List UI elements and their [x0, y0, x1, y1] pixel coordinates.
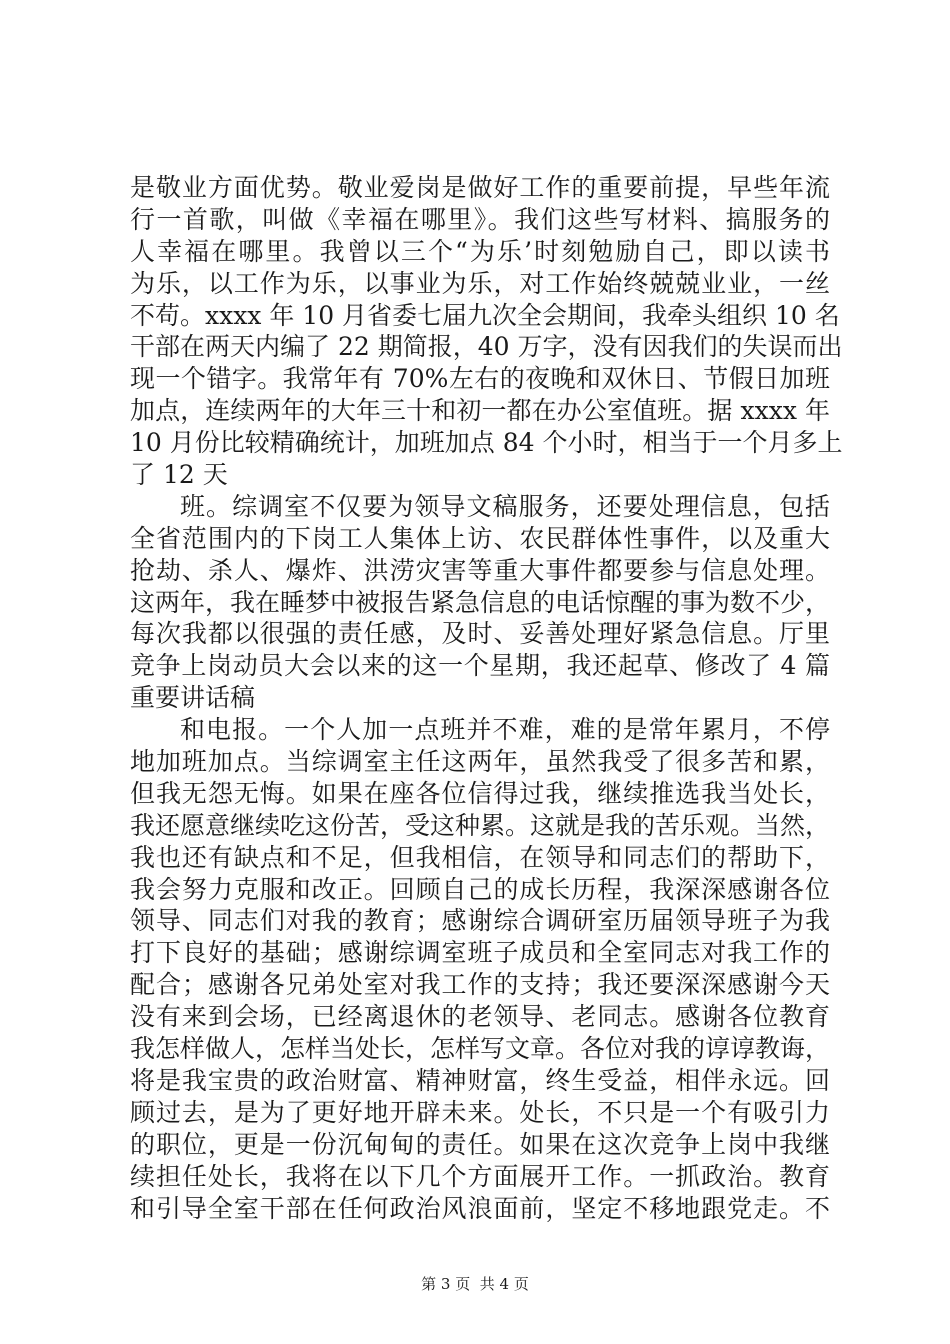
- text-line: 将是我宝贵的政治财富、精神财富，终生受益，相伴永远。回: [130, 1065, 830, 1095]
- text-line: 续担任处长，我将在以下几个方面展开工作。一抓政治。教育: [130, 1161, 830, 1191]
- text-line: 现一个错字。我常年有 70%左右的夜晚和双休日、节假日加班: [130, 364, 830, 394]
- text-line: 为乐，以工作为乐，以事业为乐，对工作始终兢兢业业，一丝: [130, 268, 830, 298]
- page-number-footer: 第 3 页 共 4 页: [421, 1275, 529, 1293]
- text-line: 不苟。xxxx 年 10 月省委七届九次全会期间，我牵头组织 10 名: [130, 300, 840, 330]
- text-line: 但我无怨无悔。如果在座各位信得过我，继续推选我当处长，: [130, 778, 830, 808]
- text-line: 加点，连续两年的大年三十和初一都在办公室值班。据 xxxx 年: [130, 396, 830, 426]
- text-line: 人幸福在哪里。我曾以三个“为乐’时刻勉励自己，即以读书: [130, 236, 830, 266]
- text-line: 每次我都以很强的责任感，及时、妥善处理好紧急信息。厅里: [130, 619, 830, 649]
- text-line: 地加班加点。当综调室主任这两年，虽然我受了很多苦和累，: [130, 747, 830, 777]
- text-line: 我怎样做人，怎样当处长，怎样写文章。各位对我的谆谆教诲，: [130, 1034, 831, 1064]
- text-line: 和引导全室干部在任何政治风浪面前，坚定不移地跟党走。不: [130, 1193, 830, 1223]
- body-text: [130, 172, 843, 1224]
- text-line: 了 12 天: [130, 460, 228, 490]
- text-line: 干部在两天内编了 22 期简报，40 万字，没有因我们的失误而出: [130, 332, 843, 362]
- text-line: 配合；感谢各兄弟处室对我工作的支持；我还要深深感谢今天: [130, 970, 830, 1000]
- text-line: 全省范围内的下岗工人集体上访、农民群体性事件，以及重大: [130, 523, 830, 553]
- text-line: 重要讲话稿: [130, 683, 256, 713]
- text-line: 是敬业方面优势。敬业爱岗是做好工作的重要前提，早些年流: [130, 173, 830, 202]
- text-line: 没有来到会场，已经离退休的老领导、老同志。感谢各位教育: [130, 1002, 830, 1032]
- text-line: 我还愿意继续吃这份苦，受这种累。这就是我的苦乐观。当然，: [130, 810, 831, 840]
- text-line: 顾过去，是为了更好地开辟未来。处长，不只是一个有吸引力: [130, 1097, 830, 1127]
- text-line: 抢劫、杀人、爆炸、洪涝灾害等重大事件都要参与信息处理。: [130, 555, 830, 585]
- text-line: 班。综调室不仅要为领导文稿服务，还要处理信息，包括: [180, 491, 830, 521]
- text-line: 打下良好的基础；感谢综调室班子成员和全室同志对我工作的: [130, 938, 830, 968]
- text-line: 行一首歌，叫做《幸福在哪里》。我们这些写材料、搞服务的: [130, 204, 830, 234]
- text-line: 10 月份比较精确统计，加班加点 84 个小时，相当于一个月多上: [130, 428, 843, 458]
- text-line: 领导、同志们对我的教育；感谢综合调研室历届领导班子为我: [130, 906, 830, 936]
- text-line: 和电报。一个人加一点班并不难，难的是常年累月，不停: [180, 715, 830, 745]
- text-line: 竞争上岗动员大会以来的这一个星期，我还起草、修改了 4 篇: [130, 651, 830, 681]
- text-line: 我也还有缺点和不足，但我相信，在领导和同志们的帮助下，: [130, 842, 830, 872]
- text-line: 这两年，我在睡梦中被报告紧急信息的电话惊醒的事为数不少，: [130, 587, 831, 617]
- text-line: 的职位，更是一份沉甸甸的责任。如果在这次竞争上岗中我继: [130, 1129, 830, 1159]
- text-line: 我会努力克服和改正。回顾自己的成长历程，我深深感谢各位: [130, 874, 830, 904]
